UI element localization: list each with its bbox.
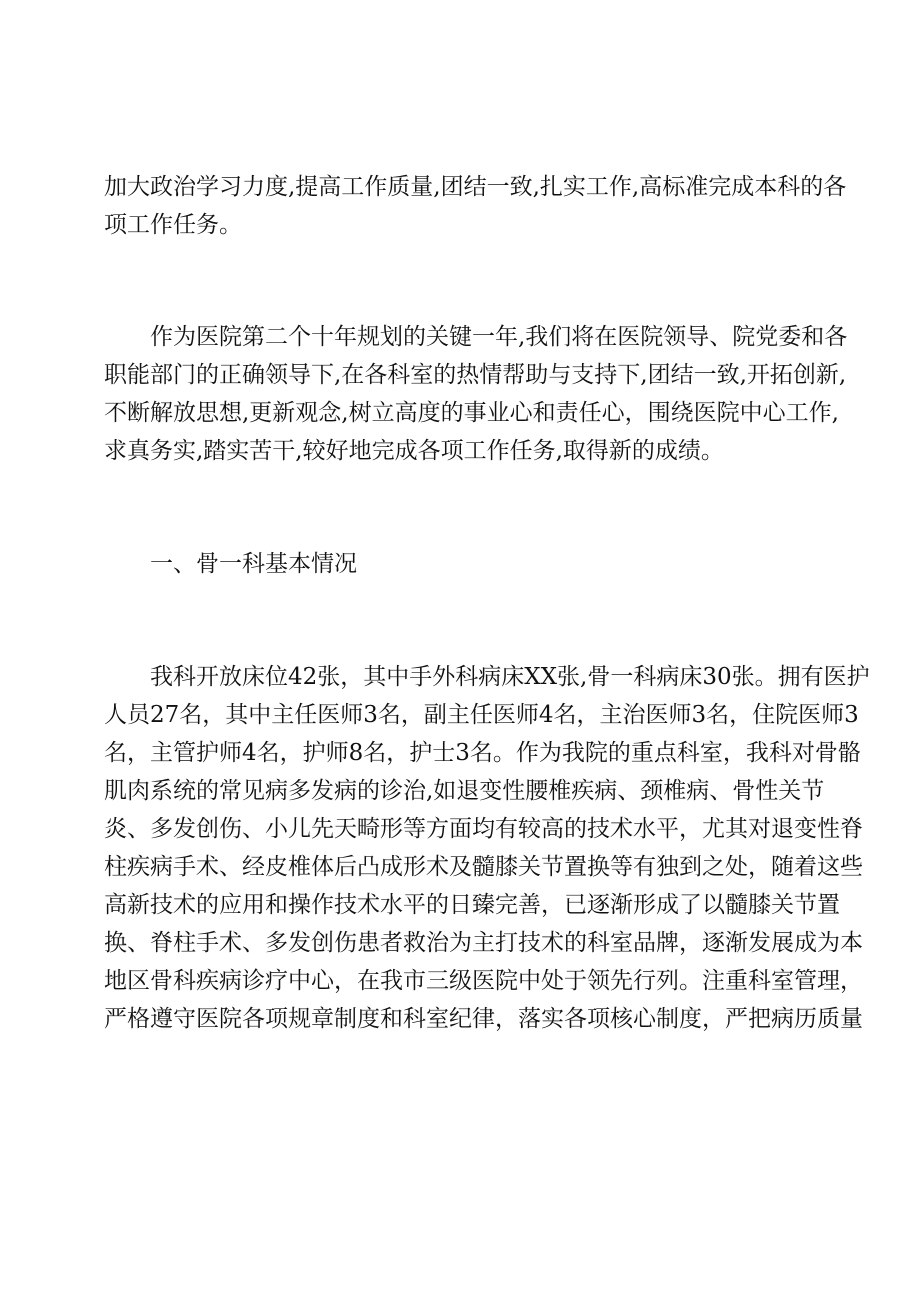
- text-line: 炎、多发创伤、小儿先天畸形等方面均有较高的技术水平，尤其对退变性脊: [104, 816, 863, 842]
- paragraph-ten-year-plan: [104, 318, 848, 470]
- heading-line: 一、骨一科基本情况: [104, 551, 357, 577]
- text-line: 职能部门的正确领导下,在各科室的热情帮助与支持下,团结一致,开拓创新,: [104, 362, 847, 388]
- text-line: 加大政治学习力度,提高工作质量,团结一致,扎实工作,高标准完成本科的各: [104, 174, 847, 200]
- section-heading: [104, 545, 820, 583]
- text-line: 名，主管护师4名，护师8名，护士3名。作为我院的重点科室，我科对骨骼: [104, 740, 861, 766]
- text-line: 不断解放思想,更新观念,树立高度的事业心和责任心，围绕医院中心工作,: [104, 400, 839, 426]
- text-line: 高新技术的应用和操作技术水平的日臻完善，已逐渐形成了以髓膝关节置: [104, 892, 840, 918]
- text-line: 项工作任务。: [104, 212, 242, 238]
- text-line: 人员27名，其中主任医师3名，副主任医师4名，主治医师3名，住院医师3: [104, 702, 859, 728]
- paragraph-political-study: [104, 168, 847, 244]
- text-line: 地区骨科疾病诊疗中心，在我市三级医院中处于领先行列。注重科室管理，: [104, 968, 863, 994]
- text-line: 严格遵守医院各项规章制度和科室纪律，落实各项核心制度，严把病历质量: [104, 1006, 863, 1032]
- text-line: 肌肉系统的常见病多发病的诊治,如退变性腰椎疾病、颈椎病、骨性关节: [104, 778, 825, 804]
- paragraph-department-overview: [104, 658, 870, 1038]
- text-line: 求真务实,踏实苦干,较好地完成各项工作任务,取得新的成绩。: [104, 438, 724, 464]
- text-line: 换、脊柱手术、多发创伤患者救治为主打技术的科室品牌，逐渐发展成为本: [104, 930, 863, 956]
- text-line: 作为医院第二个十年规划的关键一年,我们将在医院领导、院党委和各: [104, 324, 848, 350]
- text-line: 我科开放床位42张，其中手外科病床XX张,骨一科病床30张。拥有医护: [104, 664, 870, 690]
- text-line: 柱疾病手术、经皮椎体后凸成形术及髓膝关节置换等有独到之处，随着这些: [104, 854, 863, 880]
